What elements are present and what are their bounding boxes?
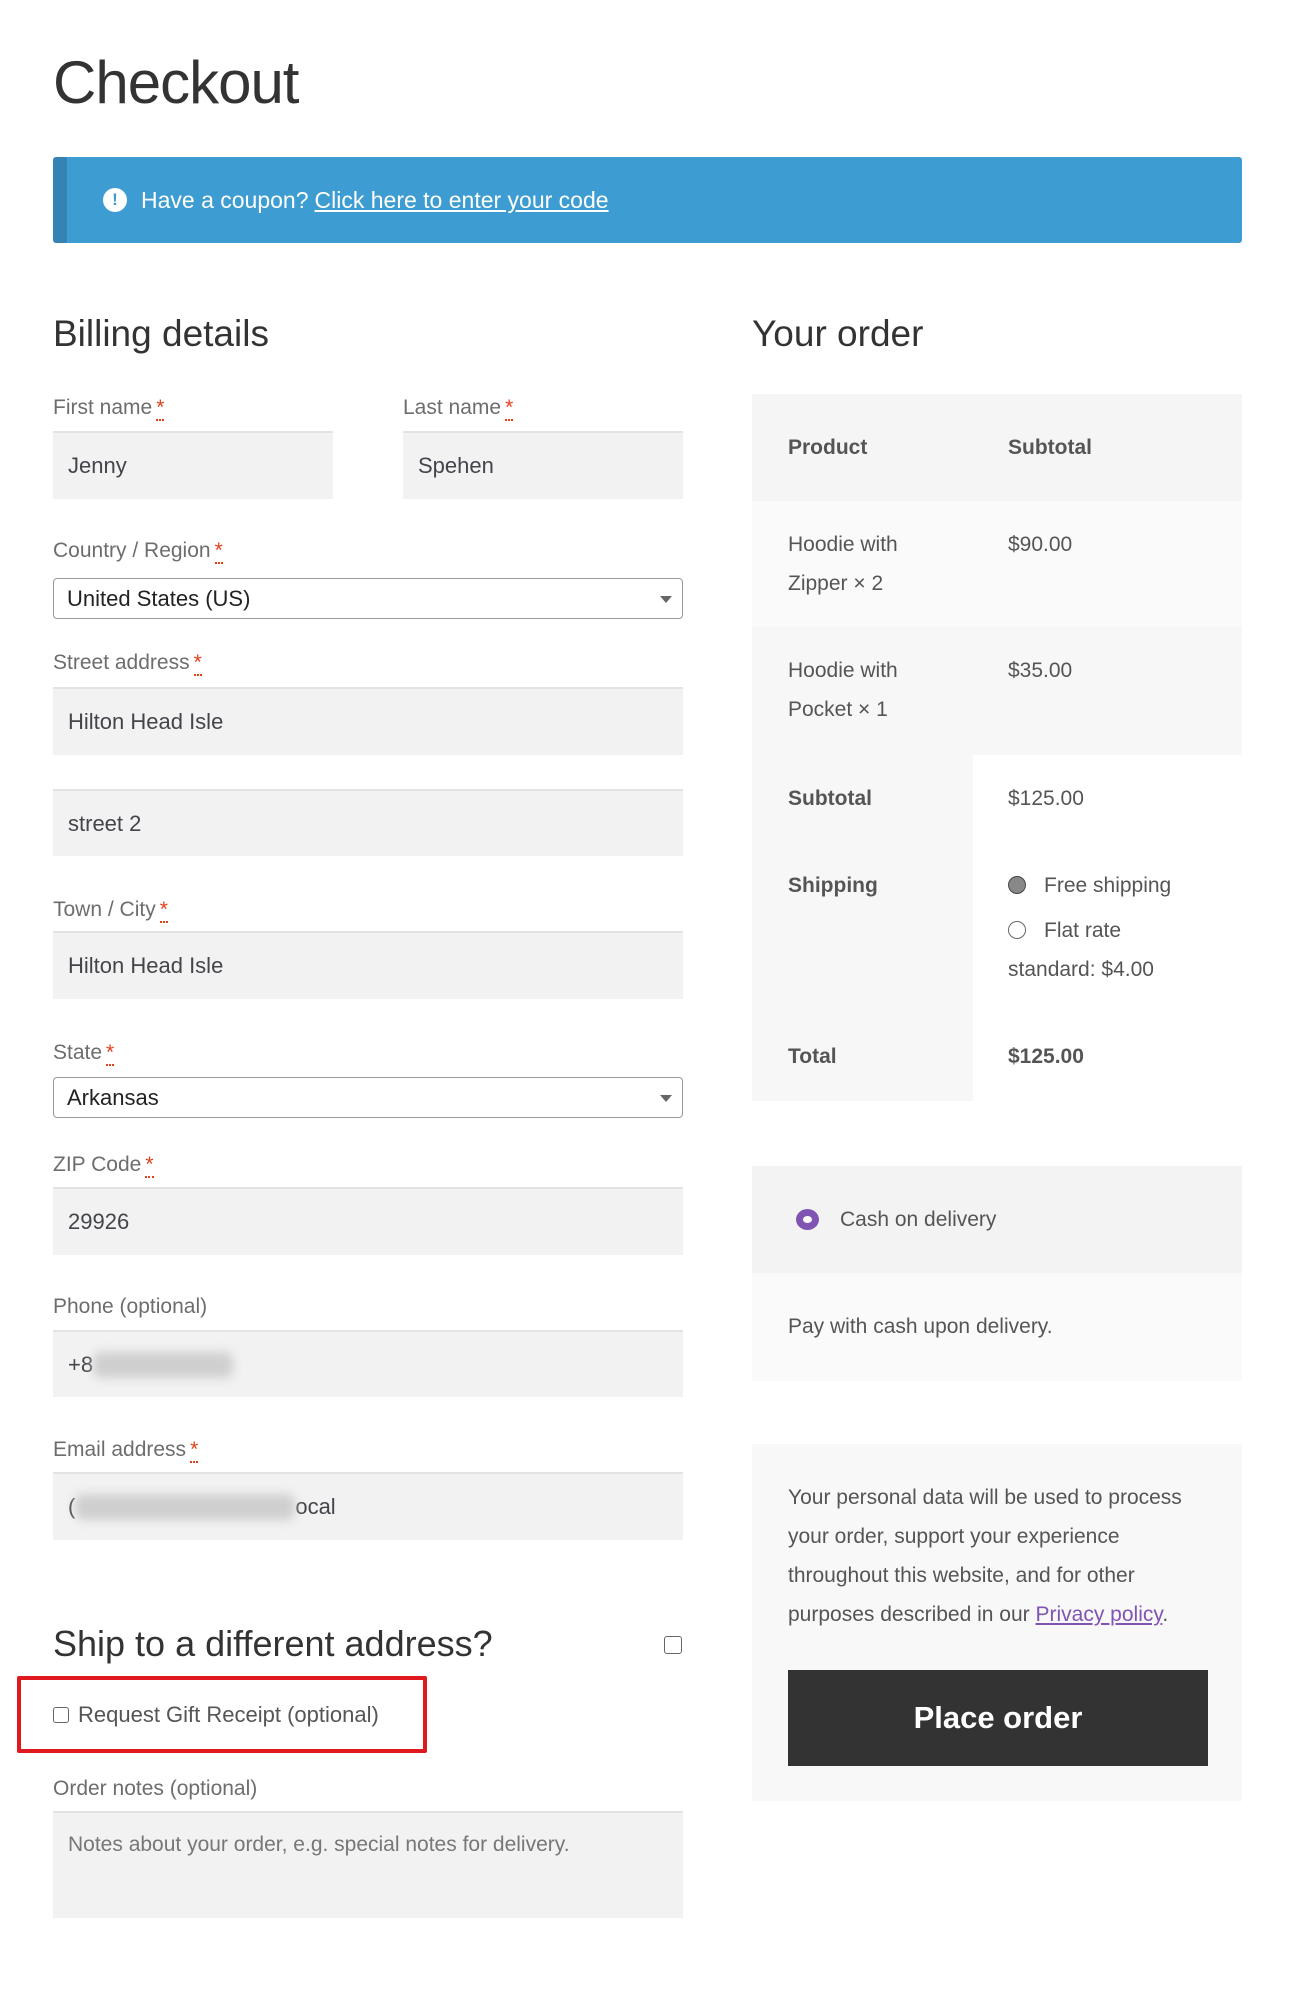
redacted-blur [93,1352,233,1378]
redacted-blur [75,1494,295,1520]
order-notes-label: Order notes (optional) [53,1777,258,1800]
last-name-input[interactable]: Spehen [403,431,683,499]
item-price: $90.00 [1008,533,1073,556]
flat-rate-price: standard: $4.00 [1008,958,1154,981]
item-name: Hoodie with Pocket × 1 [788,659,898,721]
payment-description [752,1273,1242,1381]
product-column-header: Product [788,436,868,459]
ship-different-heading: Ship to a different address? [53,1623,493,1664]
place-order-button[interactable]: Place order [788,1670,1208,1766]
state-select[interactable] [53,1077,683,1118]
state-label: State * [53,1041,115,1064]
chevron-down-icon [660,596,672,603]
last-name-label: Last name * [403,396,514,419]
street-address-2-input[interactable]: street 2 [53,789,683,856]
place-order-section [752,1444,1242,1801]
enter-coupon-link[interactable]: Click here to enter your code [314,186,609,213]
total-value: $125.00 [1008,1045,1084,1068]
order-notes-textarea[interactable]: Notes about your order, e.g. special notes for delivery. [53,1811,683,1918]
your-order-heading: Your order [752,313,924,354]
cash-on-delivery-radio[interactable] [796,1209,819,1230]
gift-receipt-checkbox[interactable] [53,1707,69,1723]
email-value-start: ( [68,1494,76,1519]
shipping-label: Shipping [788,874,878,897]
order-totals [752,755,1242,1101]
city-input[interactable]: Hilton Head Isle [53,931,683,999]
item-price: $35.00 [1008,659,1073,682]
order-table-header [752,394,1242,501]
billing-heading: Billing details [53,313,269,354]
first-name-label: First name * [53,396,165,419]
free-shipping-label[interactable]: Free shipping [1044,874,1172,897]
subtotal-column-header: Subtotal [1008,436,1092,459]
cash-on-delivery-label[interactable]: Cash on delivery [840,1208,997,1231]
gift-receipt-label[interactable]: Request Gift Receipt (optional) [78,1702,379,1727]
coupon-notice [53,157,1242,243]
item-name: Hoodie with Zipper × 2 [788,533,898,595]
subtotal-value: $125.00 [1008,787,1084,810]
street-address-input[interactable]: Hilton Head Isle [53,687,683,755]
city-label: Town / City * [53,898,168,921]
street-label: Street address * [53,651,202,674]
page-title: Checkout [53,49,299,116]
country-label: Country / Region * [53,539,223,562]
ship-different-checkbox[interactable] [664,1636,682,1654]
order-item-row [752,501,1242,627]
flat-rate-radio[interactable] [1008,921,1026,939]
free-shipping-radio[interactable] [1008,876,1026,894]
subtotal-label: Subtotal [788,787,872,810]
first-name-input[interactable]: Jenny [53,431,333,499]
total-label: Total [788,1045,837,1068]
country-value: United States (US) [67,585,251,611]
privacy-policy-link[interactable]: Privacy policy [1035,1603,1163,1626]
flat-rate-label[interactable]: Flat rate [1044,919,1122,942]
info-icon: ! [103,188,127,212]
phone-value: +8 [68,1351,94,1377]
phone-label: Phone (optional) [53,1295,208,1318]
payment-description-text: Pay with cash upon delivery. [788,1315,1053,1338]
privacy-text: Your personal data will be used to process your order, support your experience throughout this website, and for other purposes described in our Privacy policy. [788,1486,1182,1626]
country-select[interactable] [53,578,683,619]
email-input[interactable] [53,1472,683,1540]
state-value: Arkansas [67,1084,159,1110]
zip-label: ZIP Code * [53,1153,154,1176]
order-item-row [752,627,1242,755]
email-label: Email address * [53,1438,199,1461]
zip-input[interactable]: 29926 [53,1187,683,1255]
payment-method [752,1166,1242,1273]
email-value-end: ocal [295,1494,336,1519]
coupon-text: Have a coupon? [141,186,309,213]
chevron-down-icon [660,1095,672,1102]
phone-input[interactable] [53,1330,683,1397]
